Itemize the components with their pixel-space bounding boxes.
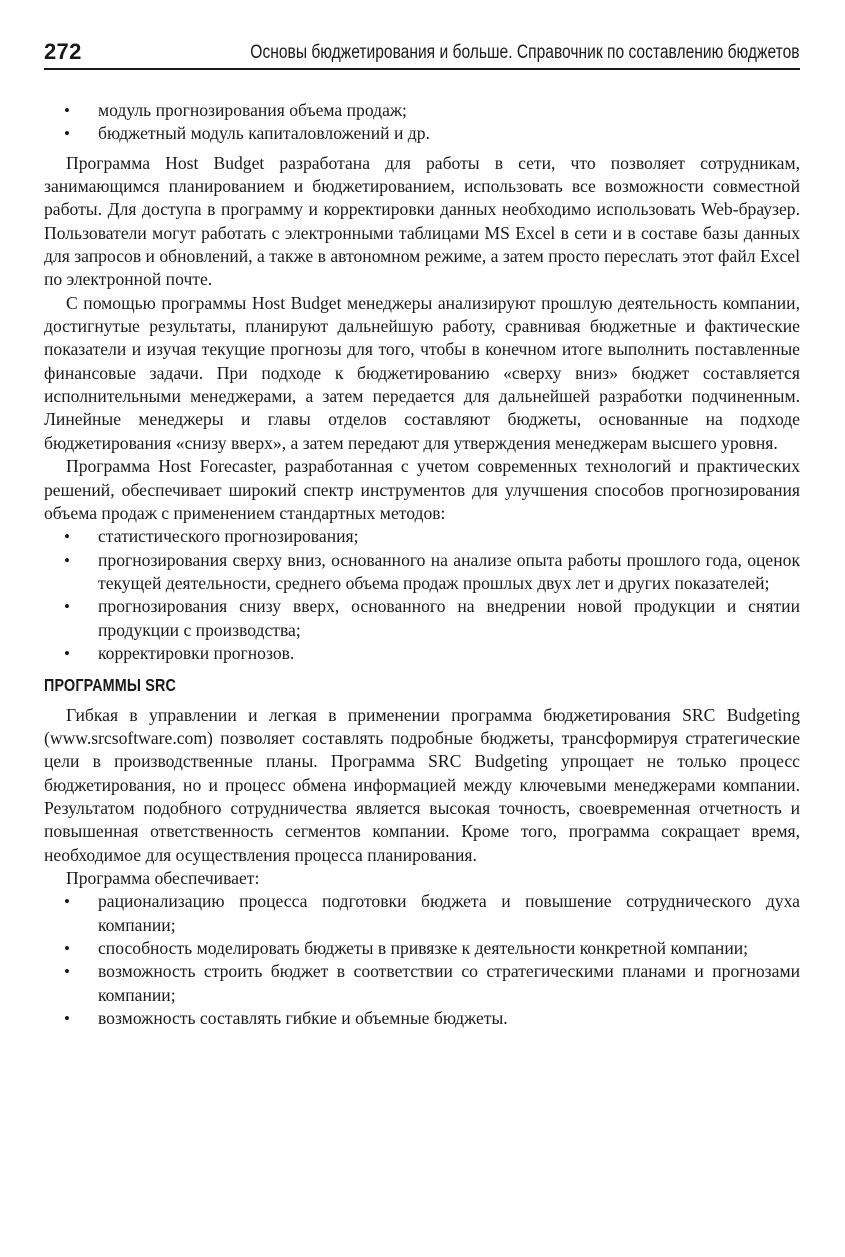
- list-item-text: корректировки прогнозов.: [98, 642, 295, 663]
- list-item-text: способность моделировать бюджеты в привязке к деятельности конкретной компании;: [98, 938, 749, 959]
- paragraph-host-budget-network: Программа Host Budget разработана для работы в сети, что позволяет сотрудникам, занимающимся планированием и бюджетированием, использовать все возможности совместной работы. Для доступа в программу и корректировки данных необходимо использовать Web-браузер. Пользователи могут работать с электронными таблицами MS Excel в сети и в составе базы данных для запросов и обновлений, а также в автономном режиме, а затем просто переслать этот файл Excel по электронной почте.: [44, 152, 800, 290]
- list-item: [44, 960, 800, 1007]
- bullet-icon: •: [64, 101, 70, 120]
- bullet-icon: •: [64, 527, 70, 547]
- bullet-list-modules: [44, 99, 800, 146]
- bullet-icon: •: [64, 1009, 70, 1029]
- list-item-text: бюджетный модуль капиталовложений и др.: [98, 123, 430, 144]
- section-heading: ПРОГРАММЫ SRC: [44, 675, 177, 696]
- list-item-text: прогнозирования сверху вниз, основанного на анализе опыта работы прошлого года, оценок текущей деятельности, среднего объема продаж прошлых двух лет и других показателей;: [98, 549, 800, 593]
- book-page: [44, 0, 800, 1257]
- bullet-icon: •: [64, 892, 70, 912]
- list-item: [44, 549, 800, 596]
- running-header: [44, 38, 800, 70]
- paragraph-host-forecaster: Программа Host Forecaster, разработанная с учетом современных технологий и практических решений, обеспечивает широкий спектр инструментов для улучшения способов прогнозирования объема продаж с применением стандартных методов:: [44, 456, 800, 523]
- running-title: Основы бюджетирования и больше. Справочник по составлению бюджетов: [250, 41, 800, 63]
- list-item-text: возможность составлять гибкие и объемные бюджеты.: [98, 1008, 508, 1029]
- list-item: [44, 525, 800, 548]
- list-item: [44, 595, 800, 642]
- list-item-text: модуль прогнозирования объема продаж;: [98, 100, 407, 120]
- list-item: [44, 642, 800, 665]
- paragraph-program-provides: Программа обеспечивает:: [66, 868, 260, 888]
- list-item: [44, 1007, 800, 1030]
- page-number: 272: [44, 39, 82, 64]
- bullet-icon: •: [64, 597, 70, 617]
- list-item: [44, 99, 800, 122]
- list-item: [44, 122, 800, 145]
- list-item: [44, 937, 800, 960]
- bullet-icon: •: [64, 643, 70, 663]
- paragraph-src-budgeting: Гибкая в управлении и легкая в применении программа бюджетирования SRC Budgeting (www.srcsoftware.com) позволяет составлять подробные бюджеты, трансформируя стратегические цели в производственные планы. Программа SRC Budgeting упрощает не только процесс бюджетирования, но и процесс обмена информацией между ключевыми менеджерами компании. Результатом подобного сотрудничества является высокая точность, своевременная отчетность и повышенная ответственность сегментов компании. Кроме того, программа сокращает время, необходимое для осуществления процесса планирования.: [44, 704, 800, 865]
- bullet-list-methods: [44, 525, 800, 665]
- bullet-icon: •: [64, 124, 70, 144]
- list-item-text: статистического прогнозирования;: [98, 526, 359, 547]
- bullet-icon: •: [64, 939, 70, 959]
- list-item-text: прогнозирования снизу вверх, основанного на внедрении новой продукции и снятии продукции с производства;: [98, 596, 800, 640]
- bullet-list-provides: [44, 890, 800, 1030]
- list-item: [44, 890, 800, 937]
- paragraph-host-budget-managers: С помощью программы Host Budget менеджеры анализируют прошлую деятельность компании, достигнутые результаты, планируют дальнейшую работу, сравнивая бюджетные и фактические показатели и изучая текущие прогнозы для того, чтобы в конечном итоге выполнить поставленные финансовые задачи. При подходе к бюджетированию «сверху вниз» бюджет составляется исполнительными менеджерами, а затем передается для дальнейшей разработки подчиненным. Линейные менеджеры и главы отделов составляют бюджеты, основанные на подходе бюджетирования «снизу вверх», а затем передают для утверждения менеджерам высшего уровня.: [44, 292, 800, 453]
- list-item-text: возможность строить бюджет в соответствии со стратегическими планами и прогнозами компании;: [98, 961, 800, 1005]
- bullet-icon: •: [64, 550, 70, 570]
- page-body: [44, 99, 800, 1030]
- bullet-icon: •: [64, 962, 70, 982]
- list-item-text: рационализацию процесса подготовки бюджета и повышение сотруднического духа компании;: [98, 891, 800, 935]
